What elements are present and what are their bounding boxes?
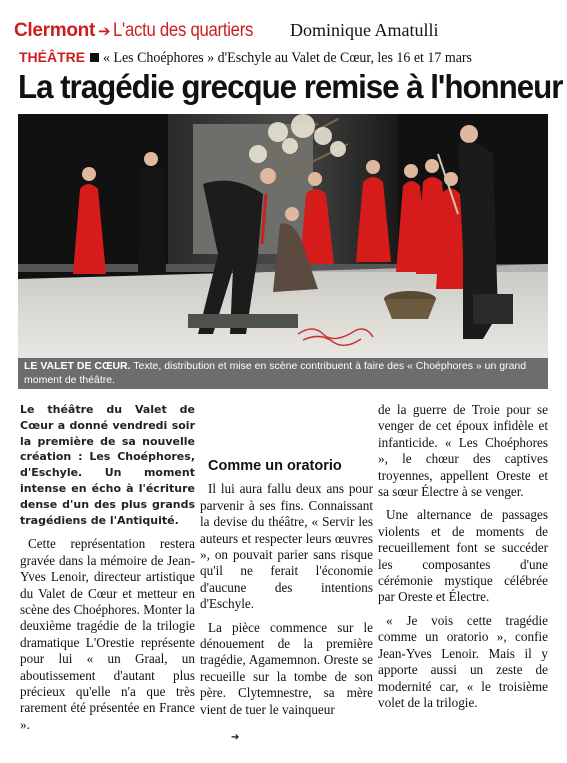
kicker-category: THÉÂTRE <box>19 49 86 65</box>
headline: La tragédie grecque remise à l'honneur <box>18 68 563 105</box>
section-header <box>14 20 272 42</box>
section-name: Clermont <box>14 20 95 41</box>
column-1 <box>20 402 195 733</box>
square-bullet-icon <box>90 53 99 62</box>
kicker-line <box>19 49 500 67</box>
caption-lead: LE VALET DE CŒUR. <box>24 360 131 372</box>
continuation-mark: ➔ <box>231 732 240 743</box>
stage-photo <box>18 114 548 358</box>
caption-text: Texte, distribution et mise en scène contribuent à faire des « Choéphores » un grand moment de théâtre. <box>24 360 527 386</box>
stage-photo-illustration <box>18 114 548 358</box>
paragraph-2: Il lui aura fallu deux ans pour parvenir à ses fins. Connaissant la devise du théâtre, « Servir les auteurs et respecter leurs œuvres », on pouvait parier sans risque qu'il ne ferait l'économie d'aucune des intentions d'Eschyle. <box>200 481 373 612</box>
author-name: Dominique Amatulli <box>290 20 439 40</box>
photo-caption <box>18 358 548 389</box>
paragraph-4: de la guerre de Troie pour se venger de cet époux infidèle et infanticide. « Les Choéphores », le chœur des captives troyennes, appellent Oreste et sa sœur Électre à se venger. <box>378 402 548 500</box>
arrow-right-icon: ➔ <box>98 22 111 40</box>
paragraph-5: Une alternance de passages violents et de moments de recueillement font se succéder les composantes d'une cérémonie mystique célébrée par Oreste et Électre. <box>378 507 548 605</box>
column-2 <box>200 458 373 718</box>
paragraph-6: « Je vois cette tragédie comme un oratorio », confie Jean-Yves Lenoir. Mais il y apporte aussi un zeste de modernité car, « le troisième volet de la trilogie. <box>378 612 548 710</box>
intertitle: Comme un oratorio <box>208 458 342 474</box>
paragraph-3: La pièce commence sur le dénouement de la première tragédie, Agamemnon. Oreste se recueille sur la tombe de son père. Clytemnestre, sa mère vient de tuer le vainqueur <box>200 619 373 717</box>
column-3 <box>378 402 548 711</box>
article-lead: Le théâtre du Valet de Cœur a donné vendredi soir la première de sa nouvelle création : Les Choéphores, d'Eschyle. Un moment intense en écho à l'écriture dense d'un des plus grands tragédiens de l'Antiquité. <box>20 403 195 527</box>
kicker-text: « Les Choéphores » d'Eschyle au Valet de Cœur, les 16 et 17 mars <box>103 50 473 66</box>
paragraph-1: Cette représentation restera gravée dans la mémoire de Jean-Yves Lenoir, directeur artistique du Valet de Cœur et metteur en scène des Choéphores. Monter la deuxième tragédie de la trilogie dramatique L'Orestie représente pour lui « un Graal, un aboutissement d'autant plus précieux qu'elle n'a que très rarement été présentée en France ». <box>20 536 195 732</box>
subsection-name: L'actu des quartiers <box>112 20 253 41</box>
